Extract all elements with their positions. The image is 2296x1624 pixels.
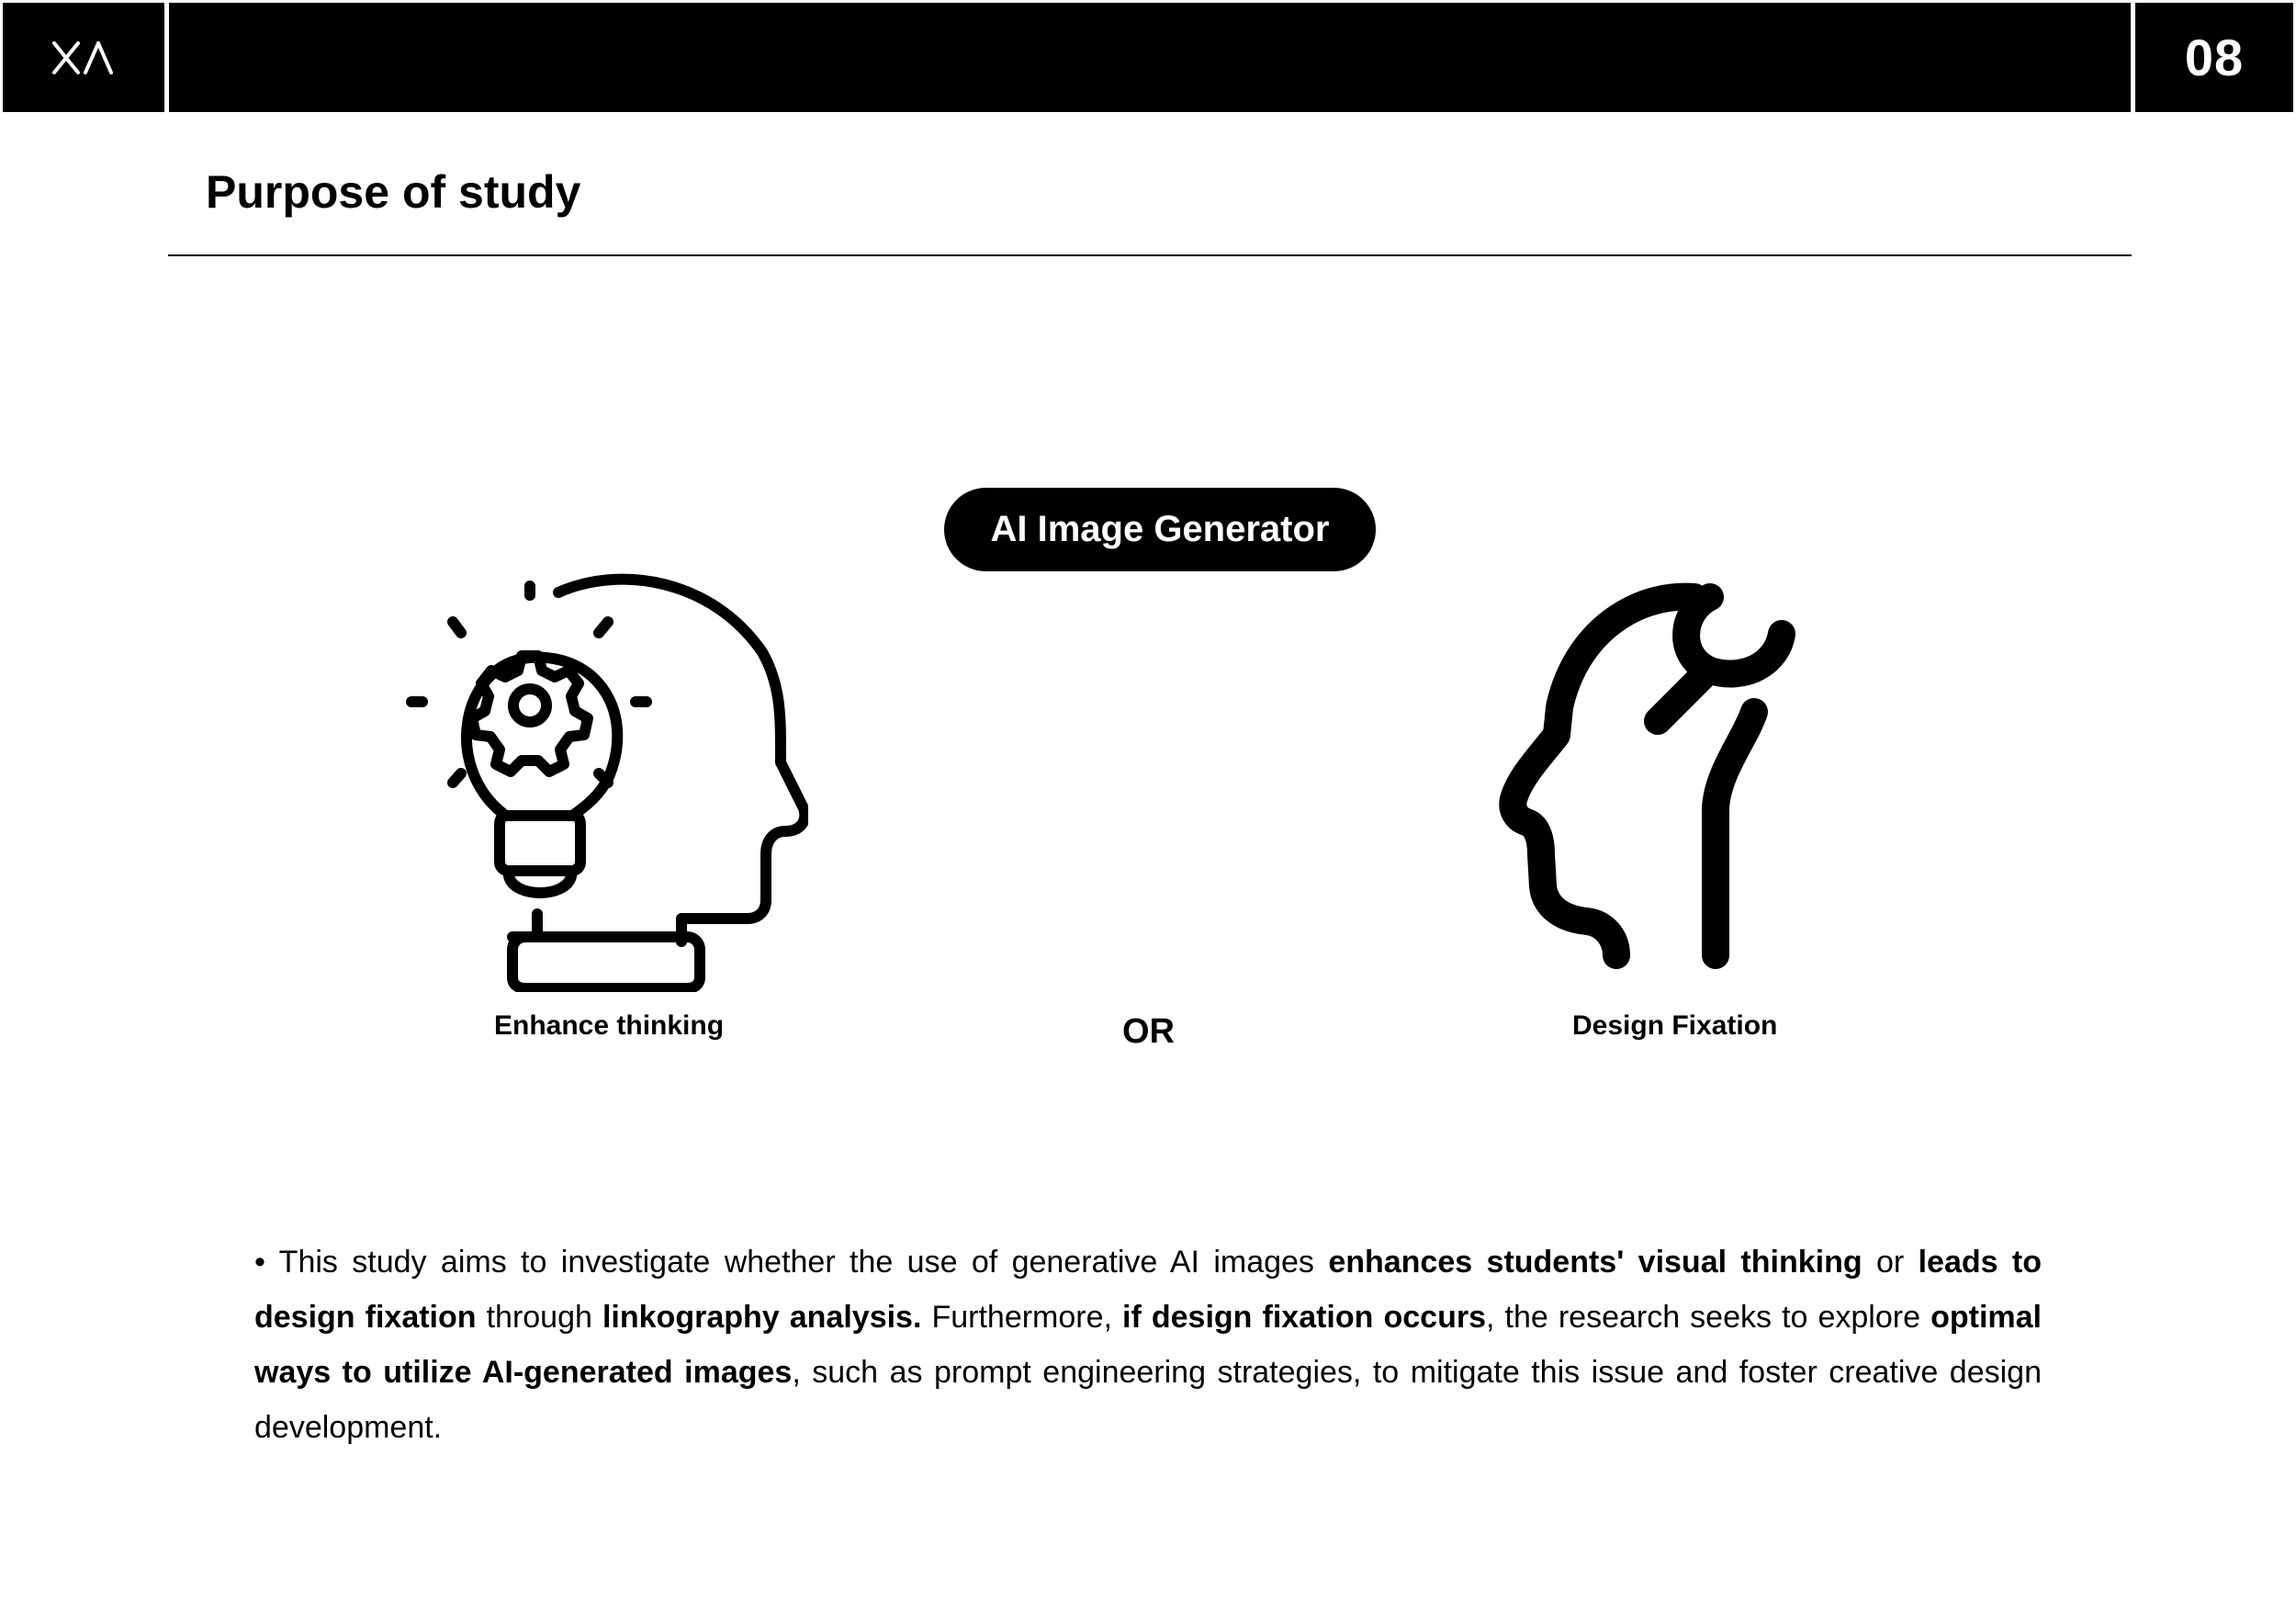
logo (3, 3, 164, 112)
paragraph-bold: leads to design fixation (254, 1245, 2042, 1335)
page-number-box (2135, 3, 2293, 112)
title-divider (168, 254, 2132, 256)
header-bar (169, 3, 2131, 112)
design-fixation-caption: Design Fixation (1572, 1010, 1778, 1041)
paragraph-text: , the research seeks to explore (1485, 1300, 1931, 1335)
paragraph-text: or (1862, 1245, 1919, 1280)
ai-image-generator-label: AI Image Generator (990, 509, 1330, 549)
head-wrench-icon (1469, 579, 1874, 974)
xa-logo-icon (47, 30, 120, 85)
paragraph-bold: if design fixation occurs (1122, 1300, 1486, 1335)
paragraph-bold: optimal ways to utilize AI-generated images (254, 1300, 2042, 1390)
page-number: 08 (2184, 28, 2245, 86)
enhance-thinking-caption: Enhance thinking (494, 1010, 725, 1041)
bullet: • (254, 1245, 279, 1280)
ai-image-generator-badge (944, 488, 1376, 571)
paragraph-text: Furthermore, (921, 1300, 1123, 1335)
paragraph-bold: linkography analysis. (602, 1300, 922, 1335)
or-label: OR (1122, 1012, 1175, 1051)
paragraph-bold: enhances students' visual thinking (1328, 1245, 1863, 1280)
page-title: Purpose of study (206, 166, 581, 218)
top-bar (0, 0, 2296, 115)
paragraph-text: through (476, 1300, 602, 1335)
purpose-paragraph (254, 1235, 2042, 1455)
paragraph-text: This study aims to investigate whether the use of generative AI images (278, 1245, 1329, 1280)
head-lightbulb-gear-icon (395, 570, 808, 992)
paragraph-text: , such as prompt engineering strategies, to mitigate this issue and foster creative design development. (254, 1355, 2042, 1445)
